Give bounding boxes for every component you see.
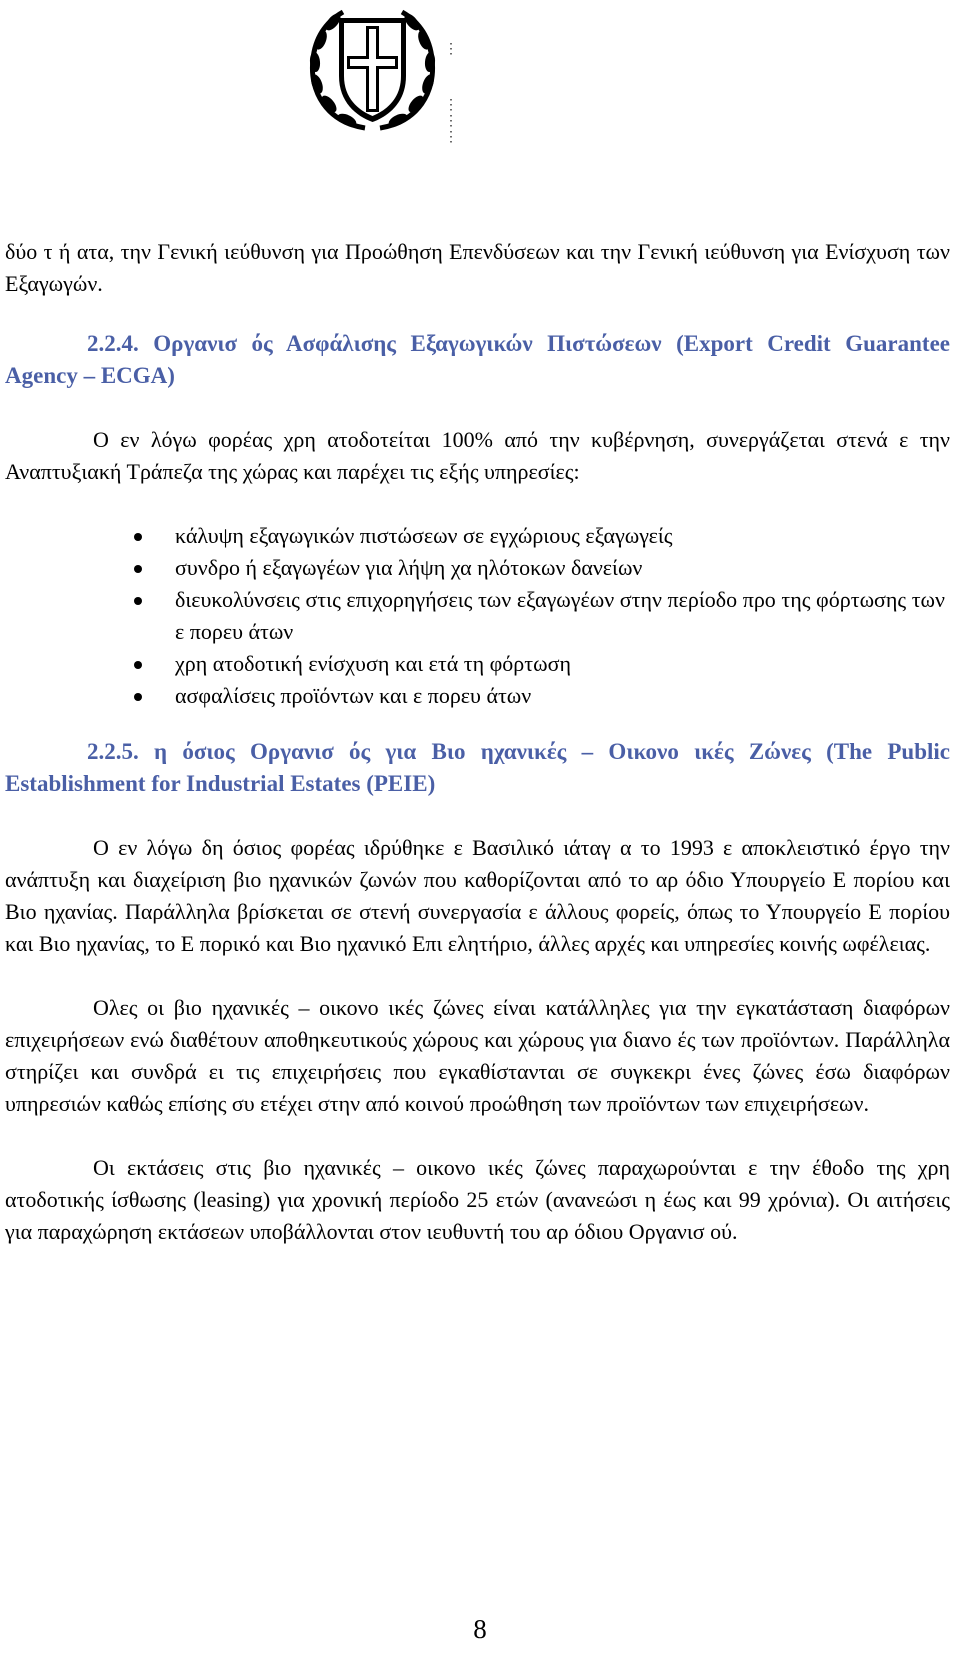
header-dots: ⋮ ⋮ ⋮ ⋮ (444, 40, 458, 144)
document-body (5, 236, 950, 1248)
list-item: διευκολύνσεις στις επιχορηγήσεις των εξαγωγέων στην περίοδο προ της φόρτωσης των ε πορευ άτων (5, 584, 950, 648)
bullet-icon (134, 693, 142, 701)
list-item: χρη ατοδοτική ενίσχυση και ετά τη φόρτωση (5, 648, 950, 680)
section-2-2-4-body: Ο εν λόγω φορέας χρη ατοδοτείται 100% από την κυβέρνηση, συνεργάζεται στενά ε την Αναπτυξιακή Τράπεζα της χώρας και παρέχει τις εξής υπηρεσίες: (5, 427, 950, 484)
greek-coat-of-arms-icon (305, 4, 440, 134)
list-item: κάλυψη εξαγωγικών πιστώσεων σε εγχώριους εξαγωγείς (5, 520, 950, 552)
list-item: ασφαλίσεις προϊόντων και ε πορευ άτων (5, 680, 950, 712)
bullet-icon (134, 661, 142, 669)
list-item: συνδρο ή εξαγωγέων για λήψη χα ηλότοκων δανείων (5, 552, 950, 584)
section-2-2-5-heading: 2.2.5. η όσιος Οργανισ ός για Βιο ηχανικές – Οικονο ικές Ζώνες (The Public Establishment for Industrial Estates (PEIE) (5, 739, 950, 796)
section-2-2-4-heading: 2.2.4. Οργανισ ός Ασφάλισης Εξαγωγικών Πιστώσεων (Export Credit Guarantee Agency – ECGA) (5, 331, 950, 388)
section-2-2-5-body-3: Οι εκτάσεις στις βιο ηχανικές – οικονο ικές ζώνες παραχωρούνται ε την έθοδο της χρη ατοδοτικής ίσθωσης (leasing) για χρονική περίοδο 25 ετών (ανανεώσι η έως και 99 χρόνια). Οι αιτήσεις για παραχώρηση εκτάσεων υποβάλλονται στον ιευθυντή του αρ όδιου Οργανισ ού. (5, 1155, 950, 1244)
section-2-2-5-body-2: Ολες οι βιο ηχανικές – οικονο ικές ζώνες είναι κατάλληλες για την εγκατάσταση διαφόρων επιχειρήσεων ενώ διαθέτουν αποθηκευτικούς χώρους και χώρους για διανο ές των προϊόντων. Παράλληλα στηρίζει και συνδρά ει τις επιχειρήσεις που εγκαθίστανται σε συγκεκρι ένες ζώνες έσω διαφόρων υπηρεσιών καθώς επίσης συ ετέχει στην από κοινού προώθηση των προϊόντων των επιχειρήσεων. (5, 995, 950, 1116)
page-number: 8 (473, 1614, 487, 1644)
services-list (5, 520, 950, 712)
intro-paragraph: δύο τ ή ατα, την Γενική ιεύθυνση για Προώθηση Επενδύσεων και την Γενική ιεύθυνση για Ενίσχυση των Εξαγωγών. (5, 239, 950, 296)
bullet-icon (134, 565, 142, 573)
bullet-icon (134, 533, 142, 541)
section-2-2-5-body-1: Ο εν λόγω δη όσιος φορέας ιδρύθηκε ε Βασιλικό ιάταγ α το 1993 ε αποκλειστικό έργο την ανάπτυξη και διαχείριση βιο ηχανικών ζωνών που καθορίζονται από το αρ όδιο Υπουργείο Ε πορίου και Βιο ηχανίας. Παράλληλα βρίσκεται σε στενή συνεργασία ε άλλους φορείς, όπως το Υπουργείο Ε πορίου και Βιο ηχανίας, το Ε πορικό και Βιο ηχανικό Επι ελητήριο, άλλες αρχές και υπηρεσίες κοινής ωφέλειας. (5, 835, 950, 956)
bullet-icon (134, 597, 142, 605)
